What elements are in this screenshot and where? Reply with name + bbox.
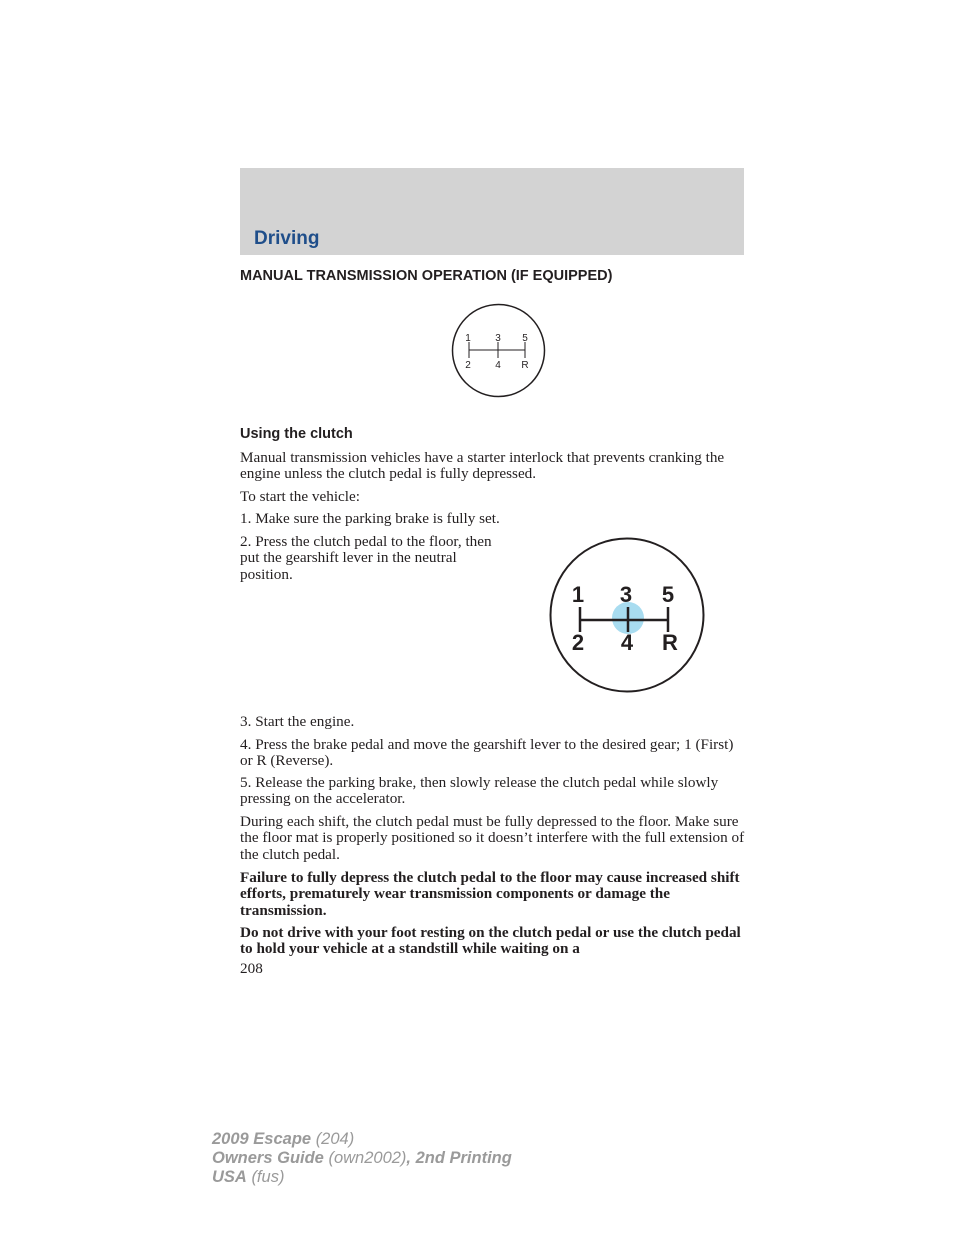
paragraph-intro: Manual transmission vehicles have a starter interlock that prevents cranking the engine unless the clutch pedal is fully depressed. [240, 449, 725, 483]
footer-line-model [212, 1130, 512, 1149]
step-5: 5. Release the parking brake, then slowly release the clutch pedal while slowly pressing on the accelerator. [240, 774, 719, 808]
gear-label-5-large: 5 [661, 582, 675, 607]
gear-label-4: 4 [495, 360, 501, 371]
gear-label-1-large: 1 [571, 582, 585, 607]
footer-line-guide [212, 1149, 512, 1168]
step-2: 2. Press the clutch pedal to the floor, then put the gearshift lever in the neutral position. [240, 533, 492, 583]
gear-label-4-large: 4 [620, 630, 634, 655]
footer-document-info [212, 1130, 512, 1187]
shift-pattern-small-diagram [450, 302, 547, 399]
section-title: Driving [254, 228, 320, 249]
footer-model: 2009 Escape [212, 1130, 312, 1148]
gear-label-r: R [521, 360, 529, 371]
step-4: 4. Press the brake pedal and move the gearshift lever to the desired gear; 1 (First) or R (Reverse). [240, 736, 734, 770]
paragraph-during-shift: During each shift, the clutch pedal must be fully depressed to the floor. Make sure the floor mat is properly positioned so it doesn’t interfere with the full extension of the clutch pedal. [240, 813, 745, 863]
gear-label-3: 3 [495, 333, 501, 344]
gear-label-r-large: R [662, 630, 678, 655]
footer-market: USA [212, 1168, 247, 1186]
step-3: 3. Start the engine. [240, 713, 355, 730]
warning-paragraph-2: Do not drive with your foot resting on the clutch pedal or use the clutch pedal to hold your vehicle at a standstill while waiting on a [240, 924, 741, 958]
gear-label-5: 5 [522, 333, 528, 344]
page-heading: MANUAL TRANSMISSION OPERATION (IF EQUIPPED) [240, 268, 613, 284]
footer-guide: Owners Guide [212, 1149, 324, 1167]
footer-market-code: (fus) [251, 1168, 285, 1186]
footer-line-market [212, 1168, 512, 1187]
gear-label-2-large: 2 [571, 630, 585, 655]
footer-guide-code: (own2002) [328, 1149, 407, 1167]
warning-paragraph-1: Failure to fully depress the clutch pedal to the floor may cause increased shift efforts, prematurely wear transmission components or damage the transmission. [240, 869, 740, 919]
paragraph-to-start: To start the vehicle: [240, 488, 360, 505]
gear-label-1: 1 [465, 333, 471, 344]
gear-label-3-large: 3 [619, 582, 633, 607]
shift-pattern-neutral-diagram [548, 536, 706, 694]
step-1: 1. Make sure the parking brake is fully set. [240, 510, 500, 527]
footer-model-code: (204) [315, 1130, 355, 1148]
footer-printing: , 2nd Printing [406, 1149, 512, 1167]
gear-label-2: 2 [465, 360, 471, 371]
subheading-using-clutch: Using the clutch [240, 426, 353, 442]
page-number: 208 [240, 960, 263, 977]
